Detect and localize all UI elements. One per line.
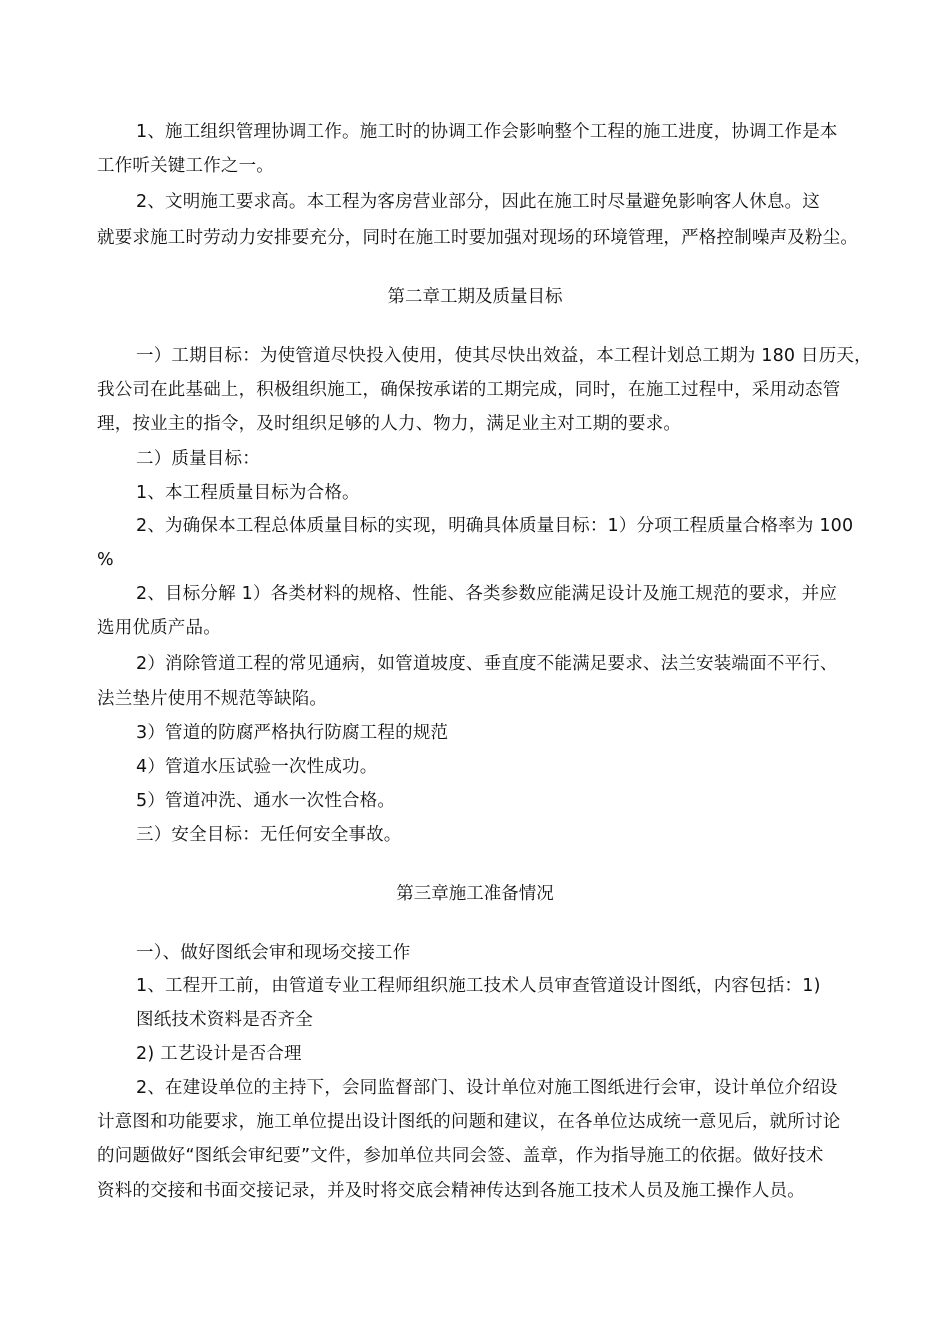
paragraph-line: %: [97, 550, 114, 570]
paragraph-line: 就要求施工时劳动力安排要充分，同时在施工时要加强对现场的环境管理，严格控制噪声及粉尘。: [97, 228, 859, 248]
chapter-heading: 第三章施工准备情况: [396, 884, 554, 904]
paragraph-line: 2）消除管道工程的常见通病，如管道坡度、垂直度不能满足要求、法兰安装端面不平行、: [136, 654, 838, 674]
paragraph-line: 选用优质产品。: [97, 618, 221, 638]
paragraph-line: 工作听关键工作之一。: [97, 156, 274, 176]
paragraph-line: 计意图和功能要求，施工单位提出设计图纸的问题和建议，在各单位达成统一意见后，就所讨论: [97, 1112, 841, 1132]
paragraph-line: 2、为确保本工程总体质量目标的实现，明确具体质量目标：1）分项工程质量合格率为 100: [136, 516, 854, 536]
paragraph-line: 资料的交接和书面交接记录，并及时将交底会精神传达到各施工技术人员及施工操作人员。: [97, 1181, 805, 1201]
paragraph-line: 4）管道水压试验一次性成功。: [136, 757, 378, 777]
paragraph-line: 二）质量目标：: [136, 449, 260, 469]
paragraph-line: 3）管道的防腐严格执行防腐工程的规范: [136, 723, 449, 743]
paragraph-line: 一）、做好图纸会审和现场交接工作: [136, 943, 411, 963]
paragraph-line: 图纸技术资料是否齐全: [136, 1010, 313, 1030]
paragraph-line: 三）安全目标：无任何安全事故。: [136, 825, 402, 845]
paragraph-line: 一）工期目标：为使管道尽快投入使用，使其尽快出效益，本工程计划总工期为 180 日历天，: [136, 346, 872, 366]
paragraph-line: 1、施工组织管理协调工作。施工时的协调工作会影响整个工程的施工进度，协调工作是本: [136, 122, 838, 142]
paragraph-line: 1、工程开工前，由管道专业工程师组织施工技术人员审查管道设计图纸，内容包括：1): [136, 976, 821, 996]
chapter-heading: 第二章工期及质量目标: [387, 287, 563, 307]
paragraph-line: 2) 工艺设计是否合理: [136, 1044, 302, 1064]
paragraph-line: 理，按业主的指令，及时组织足够的人力、物力，满足业主对工期的要求。: [97, 414, 682, 434]
paragraph-line: 1、本工程质量目标为合格。: [136, 483, 360, 503]
paragraph-line: 2、目标分解 1）各类材料的规格、性能、各类参数应能满足设计及施工规范的要求，并应: [136, 584, 838, 604]
paragraph-line: 的问题做好“图纸会审纪要”文件，参加单位共同会签、盖章，作为指导施工的依据。做好技术: [97, 1146, 824, 1166]
paragraph-line: 2、在建设单位的主持下，会同监督部门、设计单位对施工图纸进行会审，设计单位介绍设: [136, 1078, 838, 1098]
paragraph-line: 我公司在此基础上，积极组织施工，确保按承诺的工期完成，同时，在施工过程中，采用动态管: [97, 380, 841, 400]
paragraph-line: 法兰垫片使用不规范等缺陷。: [97, 689, 328, 709]
paragraph-line: 5）管道冲洗、通水一次性合格。: [136, 791, 396, 811]
paragraph-line: 2、文明施工要求高。本工程为客房营业部分，因此在施工时尽量避免影响客人休息。这: [136, 192, 820, 212]
